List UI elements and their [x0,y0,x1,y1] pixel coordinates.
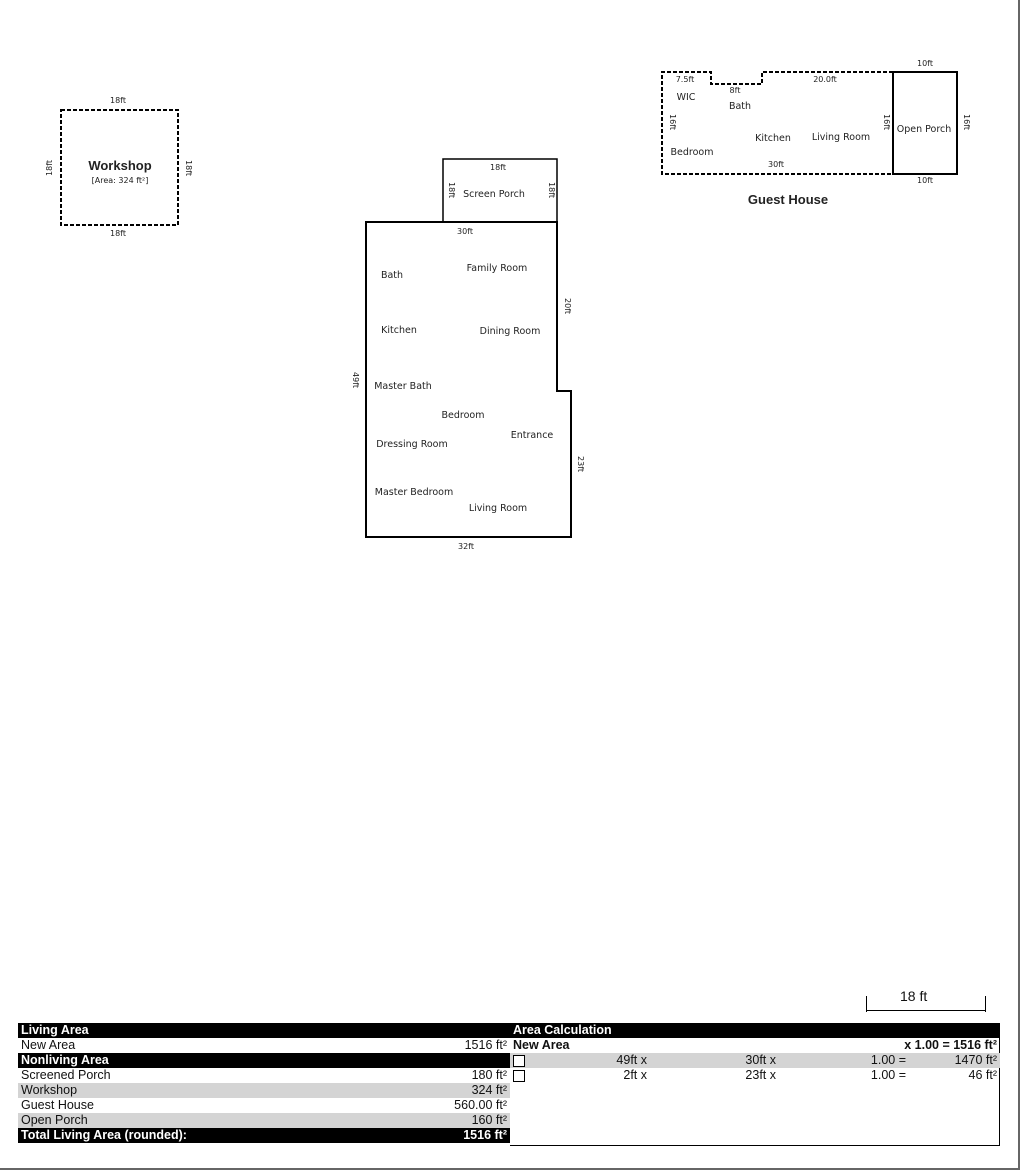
nonliving-row-value: 560.00 ft² [454,1098,507,1112]
main-house-dim-bottom: 32ft [458,542,474,551]
nonliving-row [18,1083,510,1098]
main-house-dim-right-upper: 20ft [563,298,572,314]
guest-room-living-room: Living Room [811,132,871,143]
nonliving-row-label: Guest House [21,1098,94,1112]
new-area-label: New Area [21,1038,76,1052]
guest-dim-notch: 8ft [729,86,741,95]
room-dining-room: Dining Room [479,326,541,337]
nonliving-row-label: Screened Porch [21,1068,111,1082]
calc-row-result: 46 ft² [968,1068,997,1082]
guest-dim-top-main: 20.0ft [813,75,837,84]
guest-room-open-porch: Open Porch [896,124,952,135]
nonliving-area-header: Nonliving Area [18,1053,510,1068]
area-calculation-header: Area Calculation [510,1023,1000,1038]
nonliving-row-value: 160 ft² [385,1113,510,1128]
calc-row-factor: 1.00 = [870,1068,906,1082]
calc-row-checkbox-cell[interactable] [510,1053,536,1068]
nonliving-row-label: Workshop [18,1083,385,1098]
main-house-dim-top: 30ft [457,227,473,236]
guest-room-wic: WIC [676,92,696,103]
total-living-area-label: Total Living Area (rounded): [18,1128,385,1143]
scale-label: 18 ft [900,988,928,1004]
calc-row-result: 1470 ft² [909,1053,1000,1068]
nonliving-area-header-row [18,1053,510,1068]
workshop-dim-left: 18ft [45,160,54,176]
new-area-value: 1516 ft² [464,1038,507,1052]
calc-row-a: 2ft x [623,1068,647,1082]
total-living-area-value: 1516 ft² [385,1128,510,1143]
room-master-bath: Master Bath [374,381,432,392]
scale-bar-tick-right [985,996,986,1012]
calc-row [510,1068,1000,1083]
room-living-room: Living Room [468,503,528,514]
new-area-row [18,1038,510,1053]
calc-row-a: 49ft x [536,1053,650,1068]
nonliving-row-value: 180 ft² [471,1068,507,1082]
guest-dim-top-small: 7.5ft [675,75,695,84]
nonliving-row-label: Open Porch [18,1113,385,1128]
room-bath: Bath [380,270,404,281]
calc-row [510,1053,1000,1068]
screen-porch-dim-left: 18ft [447,182,456,198]
area-calculation-header-row [510,1023,1000,1038]
guest-dim-porch-right: 16ft [962,114,971,130]
calc-row-checkbox-cell[interactable] [510,1068,536,1083]
screen-porch-dim-right: 18ft [547,182,556,198]
room-master-bedroom: Master Bedroom [374,487,454,498]
nonliving-row [18,1098,510,1113]
guest-dim-middle: 16ft [882,114,891,130]
room-kitchen: Kitchen [381,325,417,336]
total-living-area-row [18,1128,510,1143]
checkbox[interactable] [513,1070,525,1082]
workshop-dim-right: 18ft [184,160,193,176]
living-area-table [18,1023,510,1143]
guest-dim-left: 16ft [668,114,677,130]
guest-room-bedroom: Bedroom [670,147,714,158]
calc-section-total: x 1.00 = 1516 ft² [904,1038,997,1052]
nonliving-row [18,1068,510,1083]
calc-row-b: 23ft x [745,1068,776,1082]
workshop-dim-top: 18ft [110,96,126,105]
calc-row-b: 30ft x [650,1053,779,1068]
scale-bar-tick-left [866,996,867,1012]
main-house-dim-right-lower: 23ft [576,456,585,472]
room-family-room: Family Room [466,263,528,274]
guest-room-kitchen: Kitchen [755,133,791,144]
screen-porch-dim-top: 18ft [490,163,506,172]
workshop-dim-bottom: 18ft [110,229,126,238]
guest-house-outline [662,72,957,174]
calc-section-label: New Area [513,1038,570,1052]
room-dressing-room: Dressing Room [376,439,448,450]
guest-house-title: Guest House [747,192,829,207]
area-calculation-table [510,1023,1000,1083]
living-area-header: Living Area [18,1023,510,1038]
screen-porch-label: Screen Porch [463,189,525,200]
room-entrance: Entrance [510,430,554,441]
workshop-title: Workshop [88,158,152,173]
living-area-header-row [18,1023,510,1038]
calc-section-row [510,1038,1000,1053]
checkbox[interactable] [513,1055,525,1067]
nonliving-row-value: 324 ft² [385,1083,510,1098]
calc-row-factor: 1.00 = [779,1053,909,1068]
guest-dim-porch-bottom: 10ft [917,176,933,185]
guest-dim-bottom: 30ft [768,160,784,169]
main-house-dim-left: 49ft [351,372,360,388]
guest-dim-porch-top: 10ft [917,59,933,68]
nonliving-row [18,1113,510,1128]
guest-room-bath: Bath [728,101,752,112]
workshop-area-note: [Area: 324 ft²] [91,176,149,185]
room-bedroom: Bedroom [441,410,485,421]
